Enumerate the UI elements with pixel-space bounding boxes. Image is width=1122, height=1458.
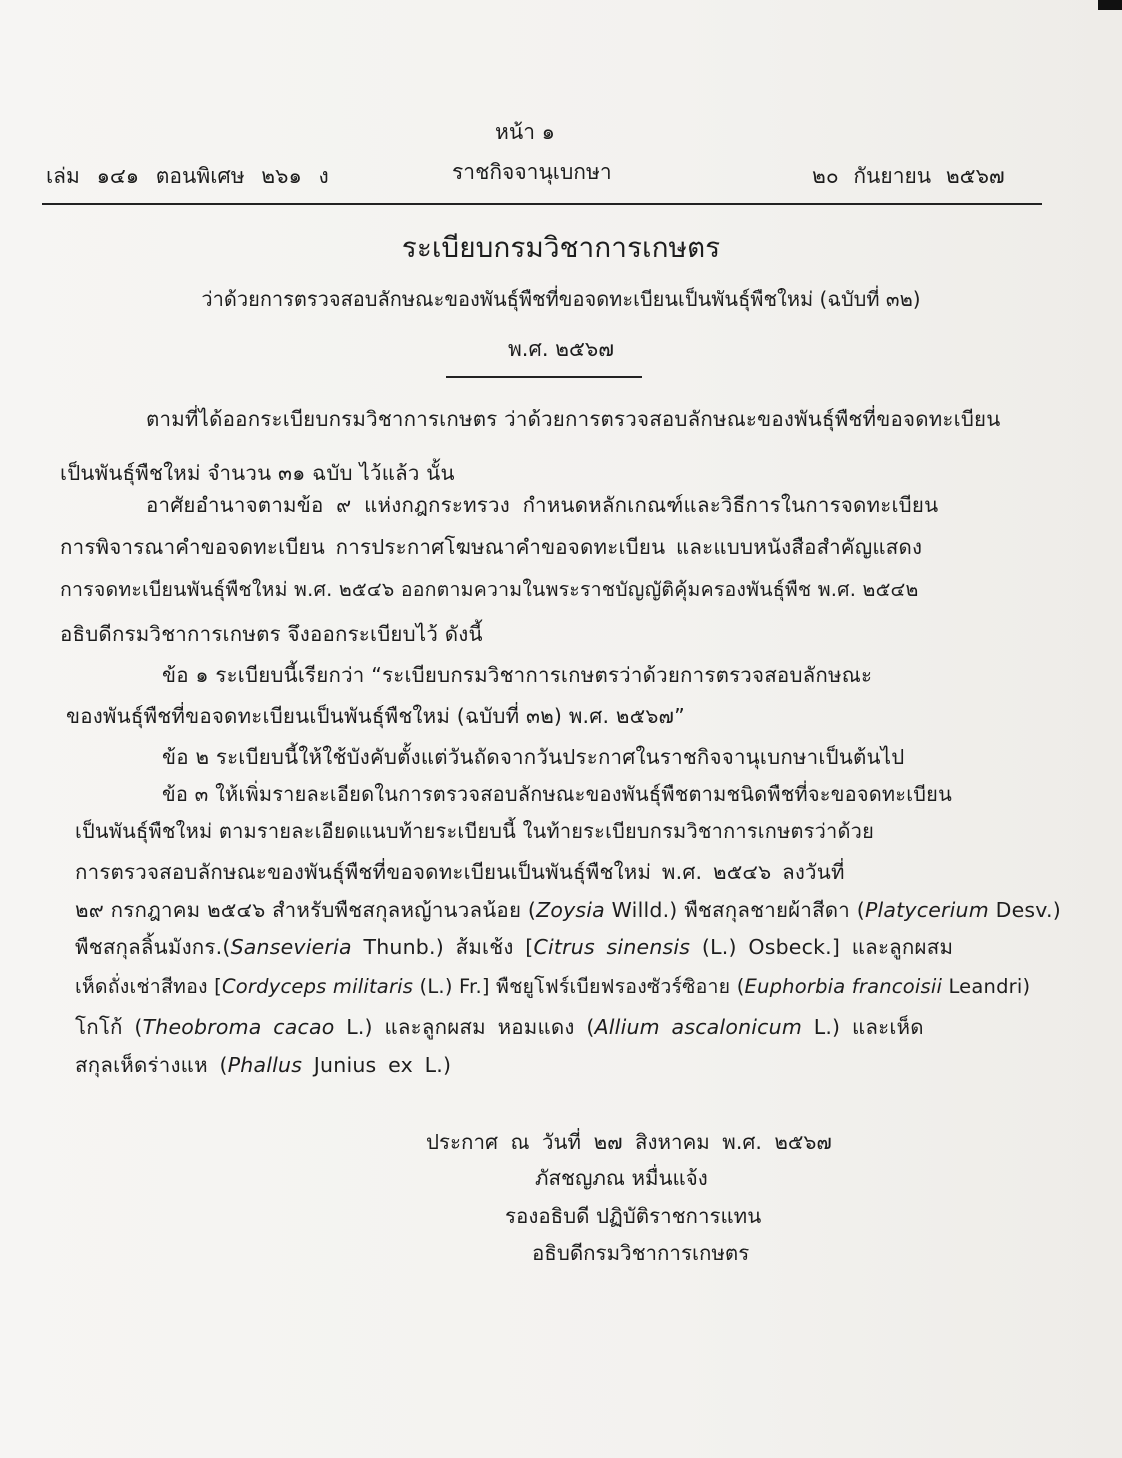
header-rule — [42, 203, 1042, 205]
clause-3-line: ข้อ ๓ ให้เพิ่มรายละเอียดในการตรวจสอบลักษณะของพันธุ์พืชตามชนิดพืชที่จะขอจดทะเบียน — [162, 782, 952, 806]
document-subtitle: ว่าด้วยการตรวจสอบลักษณะของพันธุ์พืชที่ขอจดทะเบียนเป็นพันธุ์พืชใหม่ (ฉบับที่ ๓๒) — [201, 287, 921, 311]
scientific-name: Cordyceps militaris — [221, 975, 414, 998]
body-line: อธิบดีกรมวิชาการเกษตร จึงออกระเบียบไว้ ดังนี้ — [60, 622, 483, 646]
clause-1-line: ข้อ ๑ ระเบียบนี้เรียกว่า “ระเบียบกรมวิชาการเกษตรว่าด้วยการตรวจสอบลักษณะ — [162, 663, 873, 687]
clause-3-line: เป็นพันธุ์พืชใหม่ ตามรายละเอียดแนบท้ายระเบียบนี้ ในท้ายระเบียบกรมวิชาการเกษตรว่าด้วย — [75, 819, 875, 843]
scientific-name: Allium ascalonicum — [594, 1015, 802, 1039]
scientific-name: Euphorbia francoisii — [744, 975, 943, 998]
text-run: Willd.) พืชสกุลชายผ้าสีดา ( — [604, 898, 865, 922]
clause-3-line — [75, 894, 1061, 927]
clause-3-line — [75, 931, 953, 964]
text-run: (L.) Osbeck.] และลูกผสม — [690, 935, 954, 959]
text-run: ๒๙ กรกฎาคม ๒๕๔๖ สำหรับพืชสกุลหญ้านวลน้อย ( — [75, 898, 537, 922]
text-run: L.) และเห็ด — [802, 1015, 924, 1039]
text-run: Leandri) — [942, 975, 1031, 998]
signatory-position: รองอธิบดี ปฏิบัติราชการแทน — [505, 1204, 762, 1228]
announcement-date: ประกาศ ณ วันที่ ๒๗ สิงหาคม พ.ศ. ๒๕๖๗ — [426, 1130, 832, 1154]
clause-3-line — [75, 971, 1030, 1002]
clause-3-line: การตรวจสอบลักษณะของพันธุ์พืชที่ขอจดทะเบียนเป็นพันธุ์พืชใหม่ พ.ศ. ๒๕๔๖ ลงวันที่ — [75, 860, 845, 884]
clause-3-line — [75, 1011, 924, 1044]
text-run: พืชสกุลลิ้นมังกร.( — [75, 935, 231, 959]
text-run: Junius ex L.) — [302, 1053, 452, 1077]
clause-3-line — [75, 1049, 451, 1082]
title-rule — [446, 376, 642, 378]
body-line: อาศัยอำนาจตามข้อ ๙ แห่งกฎกระทรวง กำหนดหลักเกณฑ์และวิธีการในการจดทะเบียน — [146, 493, 939, 517]
scan-corner-mark — [1098, 0, 1122, 10]
text-run: โกโก้ ( — [75, 1015, 143, 1039]
text-run: L.) และลูกผสม หอมแดง ( — [334, 1015, 595, 1039]
scientific-name: Zoysia — [536, 898, 605, 922]
document-year: พ.ศ. ๒๕๖๗ — [507, 337, 615, 361]
clause-1-line: ของพันธุ์พืชที่ขอจดทะเบียนเป็นพันธุ์พืชใหม่ (ฉบับที่ ๓๒) พ.ศ. ๒๕๖๗” — [66, 704, 685, 728]
scientific-name: Theobroma cacao — [142, 1015, 335, 1039]
signatory-name: ภัสชญภณ หมื่นแจ้ง — [535, 1166, 708, 1190]
text-run: (L.) Fr.] พืชยูโฟร์เบียฟรองซัวร์ซิอาย ( — [413, 975, 745, 998]
gazette-date: ๒๐ กันยายน ๒๕๖๗ — [812, 164, 1005, 188]
gazette-volume: เล่ม ๑๔๑ ตอนพิเศษ ๒๖๑ ง — [46, 164, 329, 188]
body-line: ตามที่ได้ออกระเบียบกรมวิชาการเกษตร ว่าด้วยการตรวจสอบลักษณะของพันธุ์พืชที่ขอจดทะเบียน — [146, 407, 1001, 431]
document-title: ระเบียบกรมวิชาการเกษตร — [401, 231, 721, 264]
scientific-name: Sansevieria — [230, 935, 352, 959]
clause-2-line: ข้อ ๒ ระเบียบนี้ให้ใช้บังคับตั้งแต่วันถัดจากวันประกาศในราชกิจจานุเบกษาเป็นต้นไป — [162, 745, 905, 769]
body-line: การพิจารณาคำขอจดทะเบียน การประกาศโฆษณาคำขอจดทะเบียน และแบบหนังสือสำคัญแสดง — [60, 535, 923, 559]
page-number: หน้า ๑ — [495, 120, 555, 144]
text-run: สกุลเห็ดร่างแห ( — [75, 1053, 228, 1077]
text-run: Thunb.) ส้มเช้ง [ — [351, 935, 534, 959]
gazette-name: ราชกิจจานุเบกษา — [452, 160, 612, 184]
scientific-name: Citrus sinensis — [533, 935, 691, 959]
text-run: เห็ดถั่งเช่าสีทอง [ — [75, 975, 222, 998]
signatory-office: อธิบดีกรมวิชาการเกษตร — [532, 1241, 750, 1265]
scientific-name: Platycerium — [864, 898, 989, 922]
body-line: การจดทะเบียนพันธุ์พืชใหม่ พ.ศ. ๒๕๔๖ ออกตามความในพระราชบัญญัติคุ้มครองพันธุ์พืช พ.ศ. ๒๕๔๒ — [60, 578, 919, 601]
text-run: Desv.) — [988, 898, 1061, 922]
body-line: เป็นพันธุ์พืชใหม่ จำนวน ๓๑ ฉบับ ไว้แล้ว นั้น — [60, 461, 455, 485]
scientific-name: Phallus — [227, 1053, 303, 1077]
